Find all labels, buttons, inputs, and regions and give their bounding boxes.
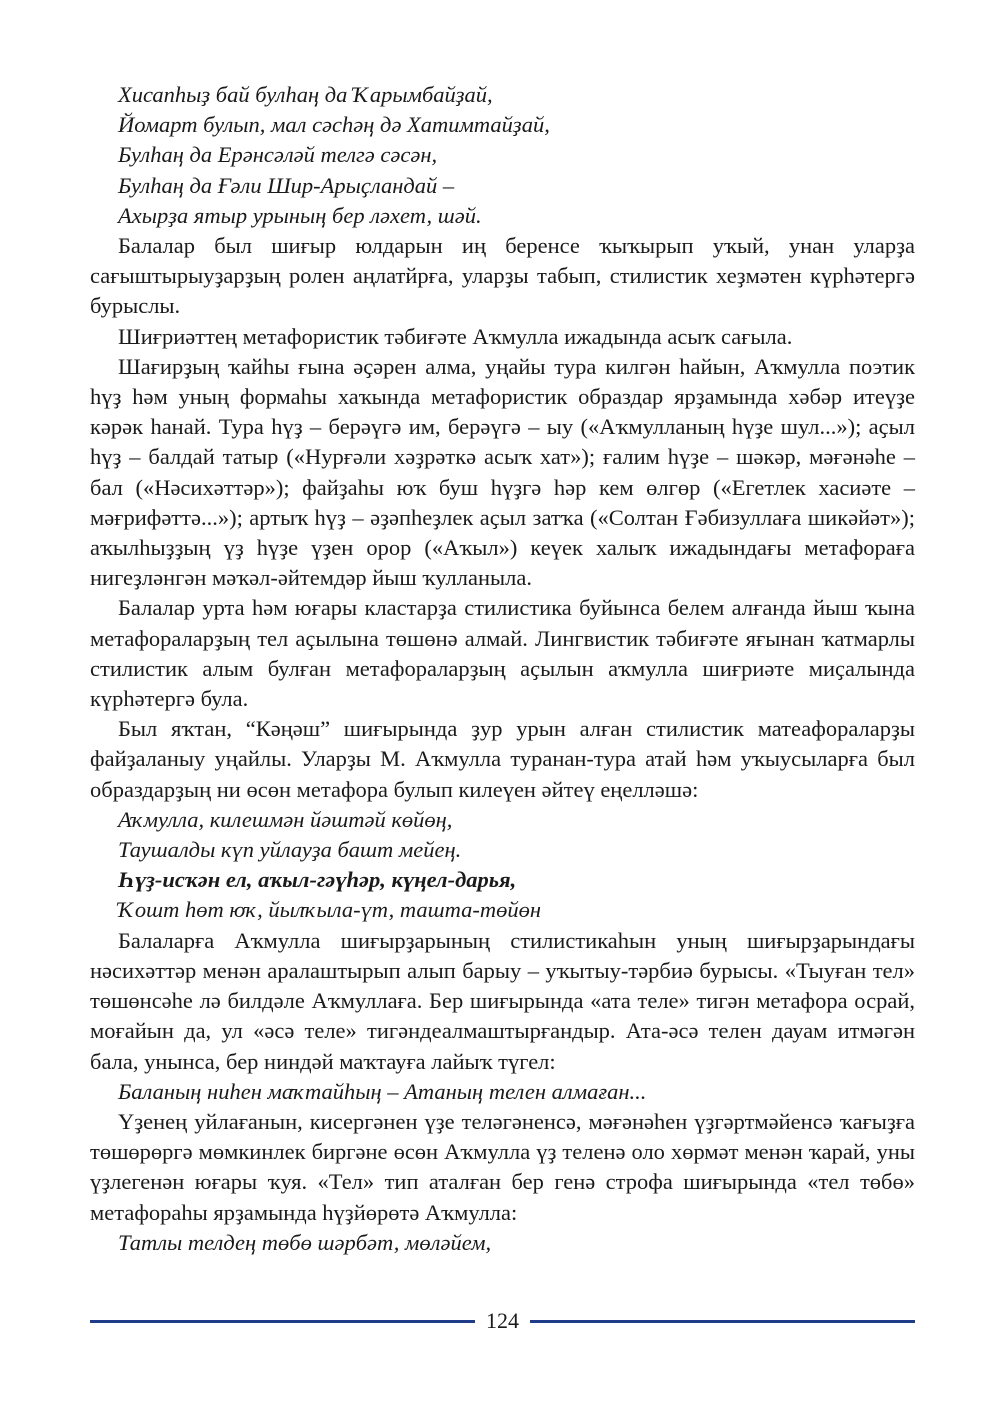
page-number: 124 xyxy=(486,1308,519,1333)
paragraph: Балаларға Аҡмулла шиғырҙарының стилистикаһын уның шиғырҙарындағы нәсихәттәр менән аралаштырып алып барыу – уҡытыу-тәрбиә бурысы. «Тыуған тел» төшөнсәһе лә билдәле Аҡмуллаға. Бер шиғырында «ата теле» тигән метафора осрай, моғайын да, ул «әсә теле» тигәндеалмаштырғандыр. Ата-әсә телен дауам итмәгән бала, унынса, бер ниндәй маҡтауға лайыҡ түгел: xyxy=(90,927,915,1074)
verse-line: Таушалды күп уйлауҙа башт мейең. xyxy=(118,837,462,863)
paragraph: Шағирҙың ҡайһы ғына әҫәрен алма, уңайы тура килгән һайын, Аҡмулла поэтик һүҙ һәм уның формаһы хаҡында метафористик образдар ярҙамында хәбәр итеүҙе кәрәк һанай. Тура һүҙ – берәүгә им, берәүгә – ыу («Аҡмулланың һүҙе шул...»); аҫыл һүҙ – балдай татыр («Нурғәли хәҙрәткә асыҡ хат»); ғалим һүҙе – шәкәр, мәғәнәһе – бал («Нәсихәттәр»); файҙаһы юҡ буш һүҙгә һәр кем өлгөр («Егетлек хасиәте – мәғрифәттә...»); артыҡ һүҙ – әҙәпһеҙлек аҫыл затҡа («Солтан Ғәбизуллаға шикәйәт»); аҡылһыҙҙың үҙ һүҙе үҙен орор («Аҡыл») кеүек халыҡ ижадындағы метафораға нигеҙләнгән мәҡәл-әйтемдәр йыш ҡулланыла. xyxy=(90,353,915,591)
paragraph: Балалар урта һәм юғары кластарҙа стилистика буйынса белем алғанда йыш ҡына метафораларҙың тел аҫылына төшөнә алмай. Лингвистик тәбиғәте яғынан ҡатмарлы стилистик алым булған метафораларҙың аҫылын аҡмулла шиғриәте миҫалында күрһәтергә була. xyxy=(90,595,915,712)
verse-block-2 xyxy=(90,805,915,926)
verse-block-1 xyxy=(90,80,915,231)
page-content xyxy=(90,80,915,1258)
paragraph: Шиғриәттең метафористик тәбиғәте Аҡмулла ижадында асыҡ сағыла. xyxy=(118,323,793,349)
verse-line: Ҡошт һөт юҡ, йылҡыла-үт, ташта-төйөн xyxy=(118,897,542,923)
verse-line-bold: Һүҙ-исҡән ел, аҡыл-гәүһәр, күңел-дарья, xyxy=(118,867,517,893)
verse-line: Хисапһыҙ бай булһаң да Ҡарымбайҙай, xyxy=(118,82,493,107)
footer-rule-left xyxy=(90,1320,475,1323)
paragraph: Үҙенең уйлағанын, кисергәнен үҙе теләгәненсә, мәғәнәһен үҙгәртмәйенсә ҡағыҙға төшөрөргә мөмкинлек биргәне өсөн Аҡмулла үҙ теленә оло хөрмәт менән ҡарай, уны үҙлегенән юғары ҡуя. «Тел» тип аталған бер генә строфа шиғырында «тел төбө» метафораһы ярҙамында һүҙйөрөтә Аҡмулла: xyxy=(90,1108,915,1225)
verse-quote: Татлы телдең төбө шәрбәт, мөләйем, xyxy=(118,1229,492,1255)
footer-rule-right xyxy=(530,1320,915,1323)
paragraph: Был яҡтан, “Кәңәш” шиғырында ҙур урын алған стилистик матеафораларҙы файҙаланыу уңайлы. Уларҙы М. Аҡмулла туранан-тура атай һәм уҡыусыларға был образдарҙың ни өсөн метафора булып килеүен әйтеү еңелләшә: xyxy=(90,716,915,802)
verse-line: Ахырҙа ятыр урының бер ләхет, шәй. xyxy=(118,202,482,228)
verse-line: Йомарт булып, мал сәсһәң дә Хатимтайҙай, xyxy=(118,112,550,138)
verse-line: Аҡмулла, килешмән йәштәй көйөң, xyxy=(118,806,453,832)
paragraph: Балалар был шиғыр юлдарын иң беренсе ҡыҡырып уҡый, унан уларҙа сағыштырыуҙарҙың ролен аңлатйрға, уларҙы табып, стилистик хеҙмәтен күрһәтергә бурыслы. xyxy=(90,233,915,319)
page-footer xyxy=(90,1306,915,1336)
verse-line: Булһаң да Ерәнсәләй телгә сәсән, xyxy=(118,142,438,168)
verse-quote: Баланың ниһен маҡтайһың – Атаның телен алмаған... xyxy=(118,1078,647,1104)
verse-line: Булһаң да Ғәли Шир-Арыҫландай – xyxy=(118,172,455,198)
